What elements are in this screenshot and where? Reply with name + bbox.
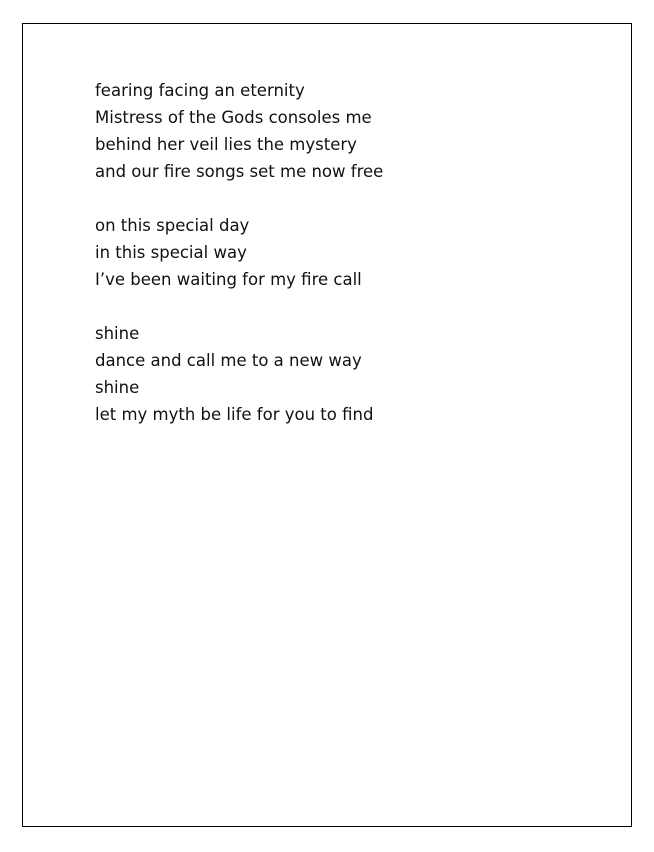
poem-line: I’ve been waiting for my fire call	[95, 270, 362, 289]
poem-line: fearing facing an eternity	[95, 81, 305, 100]
document-page	[22, 23, 632, 827]
stanza-2	[95, 212, 383, 293]
poem-line: let my myth be life for you to find	[95, 405, 374, 424]
poem-line: and our fire songs set me now free	[95, 162, 384, 181]
stanza-3	[95, 320, 383, 428]
poem-line: dance and call me to a new way	[95, 351, 362, 370]
poem-line: shine	[95, 324, 140, 343]
poem-line: behind her veil lies the mystery	[95, 135, 357, 154]
poem-line: shine	[95, 378, 140, 397]
poem-text	[95, 77, 383, 455]
stanza-1	[95, 77, 383, 185]
poem-line: on this special day	[95, 216, 250, 235]
poem-line: in this special way	[95, 243, 247, 262]
poem-line: Mistress of the Gods consoles me	[95, 108, 372, 127]
